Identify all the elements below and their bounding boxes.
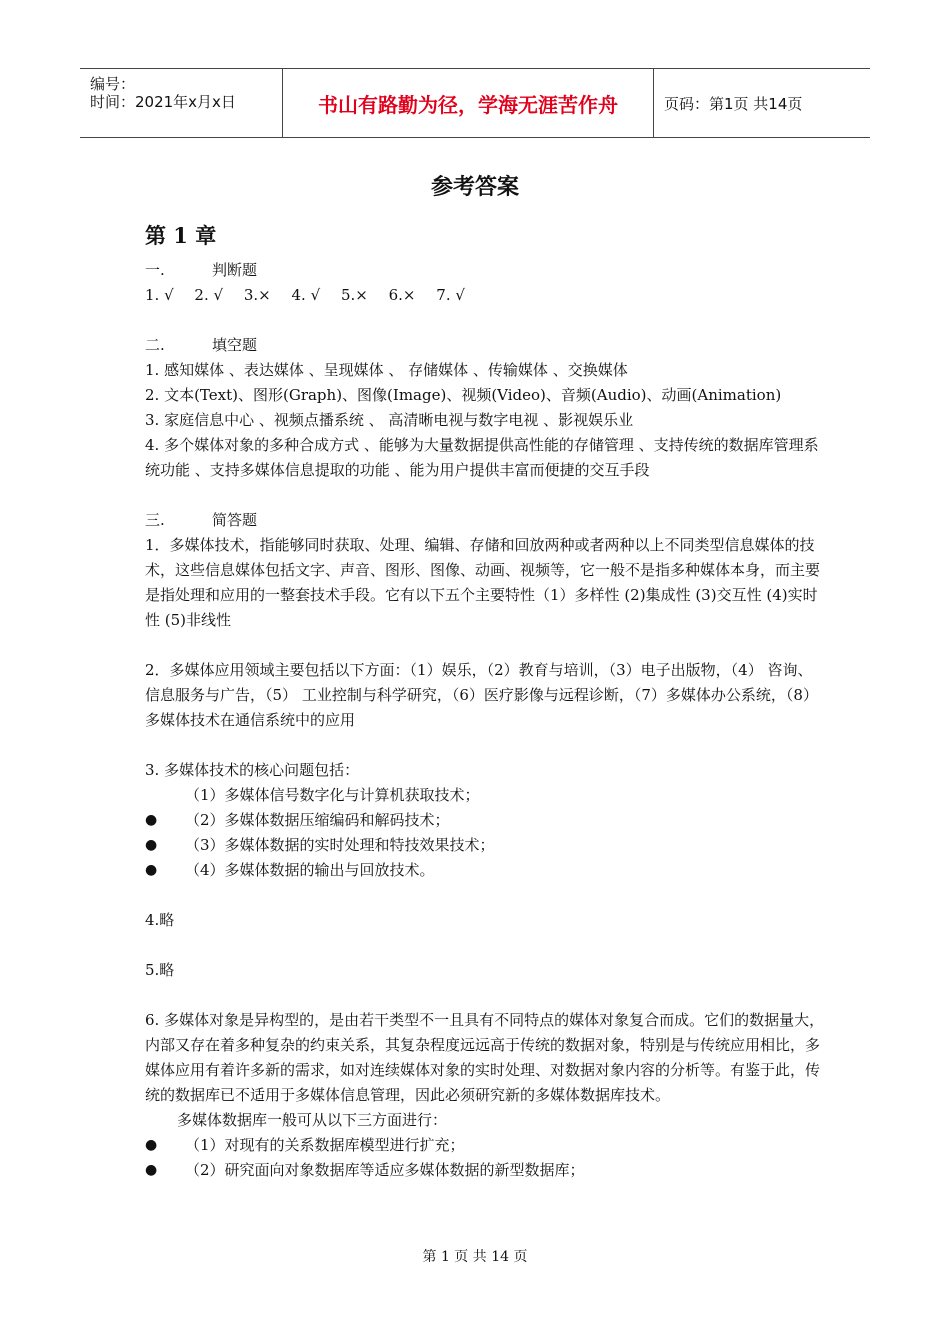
section-heading-fill: [145, 333, 825, 358]
short-answer-1: 1．多媒体技术，指能够同时获取、处理、编辑、存储和回放两种或者两种以上不同类型信息媒体的技术，这些信息媒体包括文字、声音、图形、图像、动画、视频等，它一般不是指多种媒体本身，而主要是指处理和应用的一整套技术手段。它有以下五个主要特性（1）多样性 (2)集成性 (3)交互性 (4)实时性 (5)非线性: [145, 536, 821, 629]
short-answer-6: 6. 多媒体对象是异构型的，是由若干类型不一且具有不同特点的媒体对象复合而成。它们的数据量大，内部又存在着多种复杂的约束关系，其复杂程度远远高于传统的数据对象，特别是与传统应用相比，多媒体应用有着许多新的需求，如对连续媒体对象的实时处理、对数据对象内容的分析等。有鉴于此，传统的数据库已不适用于多媒体信息管理，因此必须研究新的多媒体数据库技术。: [145, 1011, 825, 1104]
answer-item: 1. √: [145, 286, 174, 304]
fill-item: 2. 文本(Text)、图形(Graph)、图像(Image)、视频(Video)、音频(Audio)、动画(Animation): [145, 386, 782, 404]
answer-item: 5.×: [340, 286, 368, 304]
answer-item: 2. √: [194, 286, 224, 304]
section-heading-judge: [145, 258, 825, 283]
fill-item: 3. 家庭信息中心 、视频点播系统 、 高清晰电视与数字电视 、影视娱乐业: [145, 411, 634, 429]
header-page-info: 页码：第1页 共14页: [664, 95, 803, 113]
short-answer-5: 5.略: [145, 961, 175, 979]
bullet-icon: ●: [145, 1137, 158, 1153]
bullet-icon: ●: [145, 812, 158, 828]
answer-item: 3.×: [243, 286, 271, 304]
short-answer-2: 2．多媒体应用领域主要包括以下方面：（1）娱乐，（2）教育与培训，（3）电子出版物，（4） 咨询、信息服务与广告，（5） 工业控制与科学研究，（6）医疗影像与远程诊断，（7）多媒体办公系统，（8）多媒体技术在通信系统中的应用: [145, 661, 818, 729]
section-title: 简答题: [212, 511, 258, 529]
bullet-item: ● （2）研究面向对象数据库等适应多媒体数据的新型数据库；: [145, 1158, 825, 1183]
bullet-item: ● （4）多媒体数据的输出与回放技术。: [145, 858, 825, 883]
number-label: 编号：: [90, 75, 136, 93]
section-number: 三.: [145, 511, 165, 529]
bullet-item: ● （2）多媒体数据压缩编码和解码技术；: [145, 808, 825, 833]
fill-item: 1. 感知媒体 、表达媒体 、呈现媒体 、 存储媒体 、传输媒体 、交换媒体: [145, 361, 628, 379]
section-number: 一.: [145, 261, 165, 279]
short-answer-3-intro: 3. 多媒体技术的核心问题包括：: [145, 761, 360, 779]
bullet-item: ● （1）对现有的关系数据库模型进行扩充；: [145, 1133, 825, 1158]
answer-item: 7. √: [436, 286, 465, 304]
page-header: [80, 68, 870, 138]
section-title: 判断题: [212, 261, 258, 279]
short-answer-6-sub: 多媒体数据库一般可从以下三方面进行：: [177, 1111, 448, 1129]
chapter-heading: 第 1 章: [145, 223, 217, 248]
answer-item: 4. √: [291, 286, 321, 304]
bullet-icon: ●: [145, 837, 158, 853]
section-number: 二.: [145, 336, 165, 354]
document-body: [145, 258, 825, 1183]
document-title: 参考答案: [430, 175, 519, 200]
section-heading-short: [145, 508, 825, 533]
short-answer-3-first: （1）多媒体信号数字化与计算机获取技术；: [185, 786, 480, 804]
time-label: 时间：2021年x月x日: [90, 93, 236, 111]
bullet-item: ● （3）多媒体数据的实时处理和特技效果技术；: [145, 833, 825, 858]
fill-item: 4. 多个媒体对象的多种合成方式 、能够为大量数据提供高性能的存储管理 、支持传统的数据库管理系统功能 、支持多媒体信息提取的功能 、能为用户提供丰富而便捷的交互手段: [145, 436, 819, 479]
bullet-icon: ●: [145, 862, 158, 878]
answer-item: 6.×: [388, 286, 416, 304]
bullet-icon: ●: [145, 1162, 158, 1178]
section-title: 填空题: [212, 336, 258, 354]
page-footer: 第 1 页 共 14 页: [422, 1249, 528, 1265]
short-answer-4: 4.略: [145, 911, 175, 929]
header-meta-cell: [80, 69, 283, 137]
judge-answers: [145, 283, 825, 308]
header-motto: 书山有路勤为径，学海无涯苦作舟: [283, 69, 654, 137]
